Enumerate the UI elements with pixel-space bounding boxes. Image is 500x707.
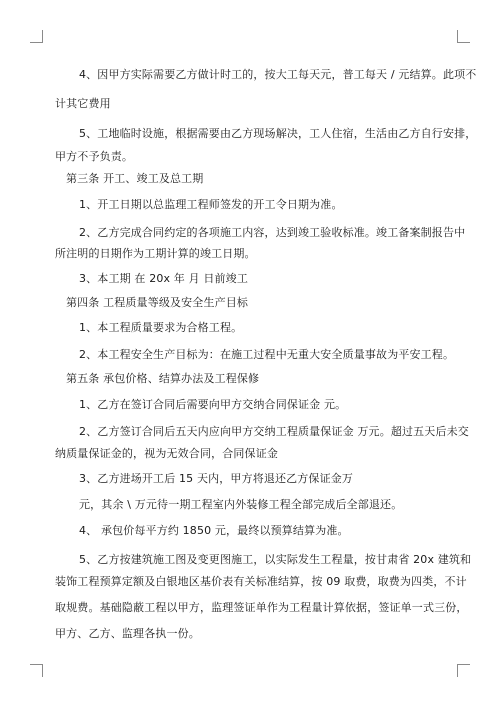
paragraph-line: 3、本工期 在 20x 年 月 日前竣工 (79, 272, 248, 285)
section-heading: 第五条 承包价格、结算办法及工程保修 (66, 372, 260, 385)
crop-mark-top-right (457, 30, 470, 43)
paragraph-line: 1、本工程质量要求为合格工程。 (79, 321, 243, 334)
paragraph-line: 元，其余 \ 万元待一期工程室内外装修工程全部完成后全部退还。 (79, 498, 403, 511)
crop-mark-bottom-right (457, 664, 470, 677)
paragraph-line: 5、乙方按建筑施工图及变更图施工，以实际发生工程量，按甘肃省 20x 建筑和 (79, 553, 472, 566)
paragraph-line: 1、开工日期以总监理工程师签发的开工令日期为准。 (79, 198, 343, 211)
paragraph-line: 装饰工程预算定额及白银地区基价表有关标准结算，按 09 取费，取费为四类，不计 (55, 575, 467, 588)
paragraph-line: 4、因甲方实际需要乙方做计时工的，按大工每天元，普工每天 / 元结算。此项不 (79, 68, 477, 81)
section-heading: 第三条 开工、竣工及总工期 (66, 172, 204, 185)
paragraph-line: 2、本工程安全生产目标为：在施工过程中无重大安全质量事故为平安工程。 (79, 348, 455, 361)
paragraph-line: 取规费。基础隐蔽工程以甲方，监理签证单作为工程量计算依据，签证单一式三份， (55, 601, 468, 614)
paragraph-line: 5、工地临时设施，根据需要由乙方现场解决，工人住宿，生活由乙方自行安排， (79, 127, 477, 140)
paragraph-line: 4、 承包价每平方约 1850 元，最终以预算结算为准。 (79, 524, 349, 537)
paragraph-line: 纳质量保证金的，视为无效合同，合同保证金 (55, 447, 278, 460)
paragraph-line: 计其它费用 (55, 97, 111, 110)
crop-mark-top-left (30, 30, 43, 43)
section-heading: 第四条 工程质量等级及安全生产目标 (66, 296, 249, 309)
crop-mark-bottom-left (30, 664, 43, 677)
paragraph-line: 甲方、乙方、监理各执一份。 (55, 627, 200, 640)
paragraph-line: 甲方不予负责。 (55, 150, 134, 163)
paragraph-line: 2、乙方完成合同约定的各项施工内容，达到竣工验收标准。竣工备案制报告中 (79, 226, 466, 239)
paragraph-line: 3、乙方进场开工后 15 天内，甲方将退还乙方保证金万 (79, 472, 354, 485)
paragraph-line: 2、乙方签订合同后五天内应向甲方交纳工程质量保证金 万元。超过五天后未交 (79, 425, 469, 438)
paragraph-line: 所注明的日期作为工期计算的竣工日期。 (55, 247, 256, 260)
paragraph-line: 1、乙方在签订合同后需要向甲方交纳合同保证金 元。 (79, 398, 347, 411)
